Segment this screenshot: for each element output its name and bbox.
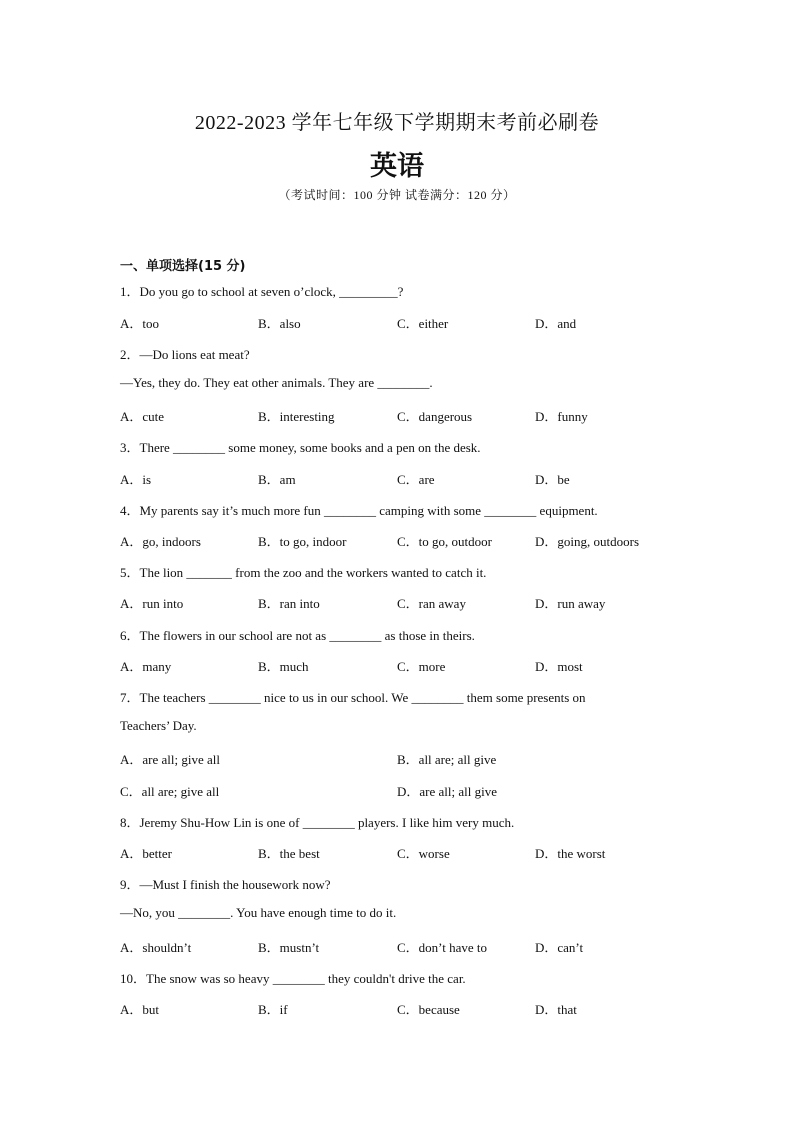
question-9-option-d: D．can’t — [535, 940, 584, 955]
subject-title: 英语 — [370, 151, 424, 182]
question-6-option-a: A．many — [120, 659, 172, 674]
question-9-option-a: A．shouldn’t — [120, 940, 192, 955]
question-8-option-d: D．the worst — [535, 846, 606, 861]
question-9-option-c: C．don’t have to — [397, 940, 488, 955]
question-4-option-d: D．going, outdoors — [535, 534, 640, 549]
question-8-stem: 8．Jeremy Shu-How Lin is one of ________ players. I like him very much. — [120, 815, 515, 830]
question-1-option-a: A．too — [120, 316, 160, 331]
question-1-option-b: B．also — [258, 316, 301, 331]
question-5-stem: 5．The lion _______ from the zoo and the workers wanted to catch it. — [120, 565, 487, 580]
exam-info: （考试时间：100 分钟 试卷满分：120 分） — [278, 188, 516, 202]
question-9-stem: 9．—Must I finish the housework now? — [120, 877, 331, 892]
question-8-option-a: A．better — [120, 846, 172, 861]
question-5-option-b: B．ran into — [258, 596, 320, 611]
section-heading: 一、单项选择(15 分) — [120, 259, 246, 274]
question-1-stem: 1．Do you go to school at seven o’clock, _________? — [120, 284, 404, 299]
question-3-option-d: D．be — [535, 472, 570, 487]
question-2-stem-line-2: —Yes, they do. They eat other animals. They are ________. — [120, 375, 433, 390]
question-2-option-c: C．dangerous — [397, 409, 473, 424]
question-5-option-c: C．ran away — [397, 596, 466, 611]
question-8-option-c: C．worse — [397, 846, 450, 861]
question-10-option-a: A．but — [120, 1002, 160, 1017]
question-4-option-a: A．go, indoors — [120, 534, 201, 549]
question-10-option-d: D．that — [535, 1002, 577, 1017]
question-2-option-d: D．funny — [535, 409, 588, 424]
question-6-option-b: B．much — [258, 659, 309, 674]
question-2-option-a: A．cute — [120, 409, 165, 424]
exam-title: 2022-2023 学年七年级下学期期末考前必刷卷 — [194, 112, 600, 134]
question-3-stem: 3．There ________ some money, some books and a pen on the desk. — [120, 440, 481, 455]
question-9-stem-line-2: —No, you ________. You have enough time to do it. — [120, 905, 397, 920]
question-6-stem: 6．The flowers in our school are not as ________ as those in theirs. — [120, 628, 475, 643]
question-10-option-b: B．if — [258, 1002, 288, 1017]
question-6-option-c: C．more — [397, 659, 446, 674]
question-3-option-c: C．are — [397, 472, 435, 487]
question-5-option-a: A．run into — [120, 596, 184, 611]
question-9-option-b: B．mustn’t — [258, 940, 320, 955]
question-7-stem-line-2: Teachers’ Day. — [120, 718, 197, 733]
question-10-option-c: C．because — [397, 1002, 460, 1017]
question-4-option-b: B．to go, indoor — [258, 534, 347, 549]
question-3-option-a: A．is — [120, 472, 152, 487]
question-2-option-b: B．interesting — [258, 409, 335, 424]
question-8-option-b: B．the best — [258, 846, 320, 861]
question-5-option-d: D．run away — [535, 596, 606, 611]
question-7-option-d: D．are all; all give — [397, 784, 497, 799]
question-7-stem: 7．The teachers ________ nice to us in our school. We ________ them some presents on — [120, 690, 586, 705]
question-10-stem: 10．The snow was so heavy ________ they couldn't drive the car. — [120, 971, 466, 986]
question-7-option-a: A．are all; give all — [120, 752, 220, 767]
question-1-option-c: C．either — [397, 316, 449, 331]
question-7-option-b: B．all are; all give — [397, 752, 497, 767]
question-3-option-b: B．am — [258, 472, 296, 487]
question-4-stem: 4．My parents say it’s much more fun ________ camping with some ________ equipment. — [120, 503, 598, 518]
question-4-option-c: C．to go, outdoor — [397, 534, 492, 549]
question-2-stem: 2．—Do lions eat meat? — [120, 347, 250, 362]
question-6-option-d: D．most — [535, 659, 583, 674]
question-7-option-c: C．all are; give all — [120, 784, 220, 799]
question-1-option-d: D．and — [535, 316, 577, 331]
